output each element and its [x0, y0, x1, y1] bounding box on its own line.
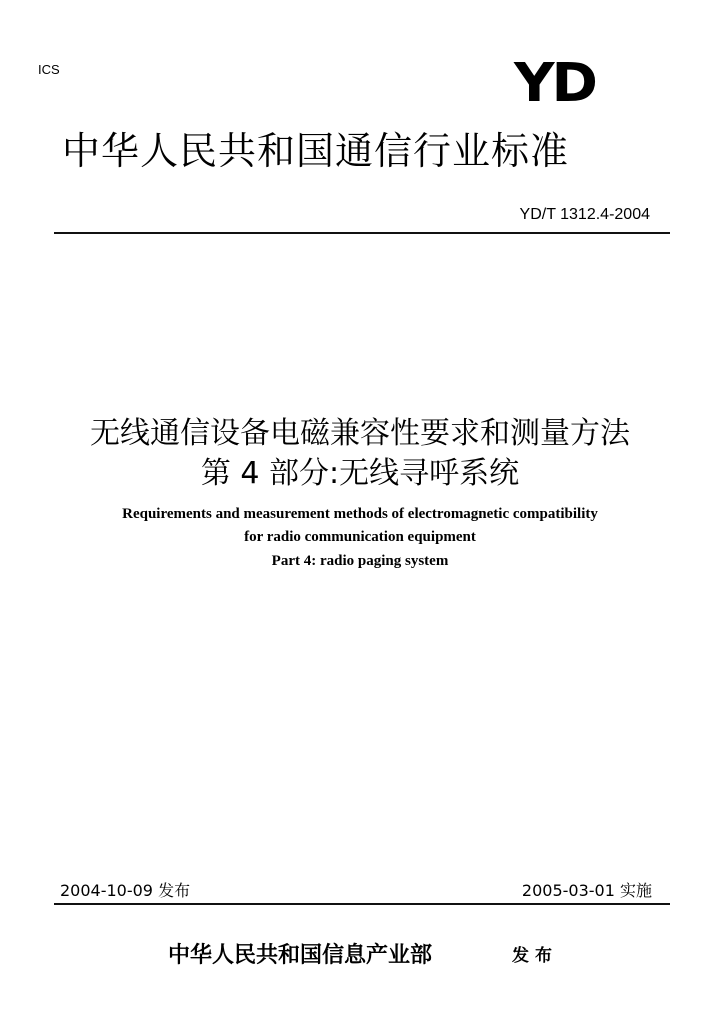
chinese-title-line-1: 无线通信设备电磁兼容性要求和测量方法	[90, 416, 630, 451]
implementation-date: 2005-03-01 实施	[521, 881, 652, 900]
ics-label: ICS	[38, 62, 60, 77]
english-title-line-1: Requirements and measurement methods of electromagnetic compatibility	[122, 506, 598, 522]
publisher-name: 中华人民共和国信息产业部	[168, 942, 433, 968]
chinese-title-line-2: 第 4 部分:无线寻呼系统	[200, 456, 520, 491]
top-divider	[54, 232, 670, 234]
english-title-line-3: Part 4: radio paging system	[271, 553, 449, 569]
publish-label: 发布	[512, 946, 558, 966]
standard-number: YD/T 1312.4-2004	[519, 206, 650, 223]
issue-date: 2004-10-09 发布	[60, 881, 191, 900]
standard-title: 中华人民共和国通信行业标准	[62, 129, 570, 173]
bottom-divider	[54, 903, 670, 905]
yd-logo: YD	[514, 52, 596, 115]
english-title-line-2: for radio communication equipment	[244, 529, 476, 545]
